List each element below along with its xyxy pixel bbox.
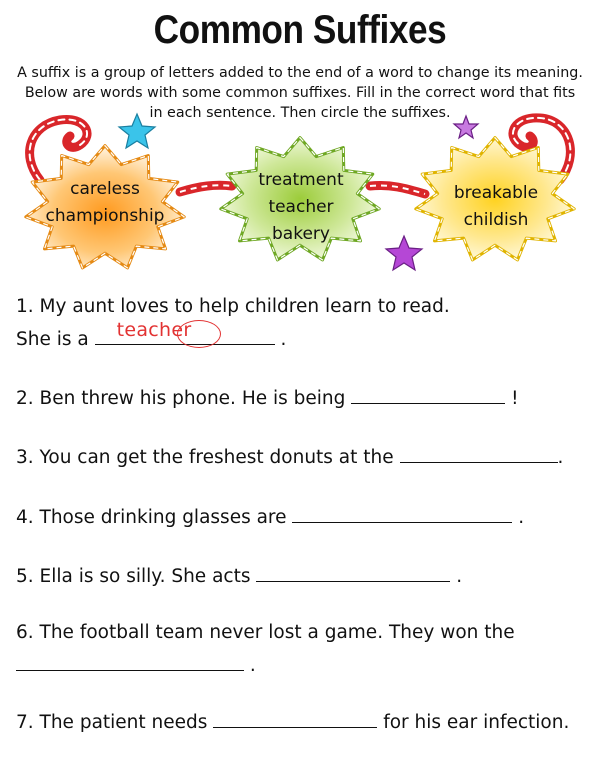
question-text: 2. Ben threw his phone. He is being bbox=[16, 388, 346, 409]
suffix-circle-mark bbox=[177, 320, 221, 348]
question-text: She is a bbox=[16, 329, 89, 350]
question-punct: . bbox=[456, 566, 463, 587]
handwritten-answer: teacher bbox=[116, 319, 192, 341]
question-punct: . bbox=[249, 655, 256, 676]
page-title: Common Suffixes bbox=[153, 8, 447, 52]
answer-blank-4[interactable] bbox=[292, 500, 512, 523]
word-bank-word: treatment bbox=[258, 170, 344, 190]
question-6 bbox=[16, 618, 515, 681]
answer-blank-5[interactable] bbox=[256, 559, 450, 582]
answer-blank-3[interactable] bbox=[400, 440, 558, 463]
word-bank-word: teacher bbox=[268, 197, 334, 217]
question-text: 4. Those drinking glasses are bbox=[16, 507, 287, 528]
question-text: 1. My aunt loves to help children learn to read. bbox=[16, 296, 450, 317]
question-text: for his ear infection. bbox=[383, 712, 570, 733]
word-bank-word: breakable bbox=[453, 183, 539, 203]
answer-blank-2[interactable] bbox=[351, 381, 505, 404]
word-bank-word: childish bbox=[463, 210, 529, 230]
question-4 bbox=[16, 500, 524, 533]
word-bank-word: careless bbox=[70, 179, 140, 199]
question-text: 5. Ella is so silly. She acts bbox=[16, 566, 251, 587]
word-bank-group-2 bbox=[226, 167, 376, 248]
question-punct: . bbox=[280, 329, 287, 350]
question-1 bbox=[16, 292, 450, 355]
star-blue-icon bbox=[119, 114, 155, 148]
word-bank-word: bakery bbox=[272, 224, 330, 244]
question-punct: . bbox=[557, 447, 564, 468]
star-purple-small-icon bbox=[454, 116, 478, 138]
instructions-line: A suffix is a group of letters added to the end of a word to change its meaning. bbox=[17, 65, 583, 81]
question-text: 6. The football team never lost a game. They won the bbox=[16, 622, 515, 643]
word-bank-word: championship bbox=[45, 206, 165, 226]
answer-blank-7[interactable] bbox=[213, 705, 377, 728]
word-bank-group-3 bbox=[421, 180, 571, 234]
word-bank-group-1 bbox=[30, 176, 180, 230]
answer-blank-6[interactable] bbox=[16, 648, 244, 671]
instructions-line: in each sentence. Then circle the suffixes. bbox=[149, 105, 451, 121]
question-punct: . bbox=[518, 507, 525, 528]
question-text: 7. The patient needs bbox=[16, 712, 208, 733]
question-3 bbox=[16, 440, 563, 473]
question-text: 3. You can get the freshest donuts at the bbox=[16, 447, 394, 468]
question-5 bbox=[16, 559, 462, 592]
star-purple-icon bbox=[386, 236, 422, 270]
instructions-line: Below are words with some common suffixes. Fill in the correct word that fits bbox=[24, 85, 576, 101]
question-7 bbox=[16, 705, 569, 738]
question-2 bbox=[16, 381, 519, 414]
question-punct: ! bbox=[511, 388, 519, 409]
answer-blank-1[interactable] bbox=[95, 319, 275, 345]
